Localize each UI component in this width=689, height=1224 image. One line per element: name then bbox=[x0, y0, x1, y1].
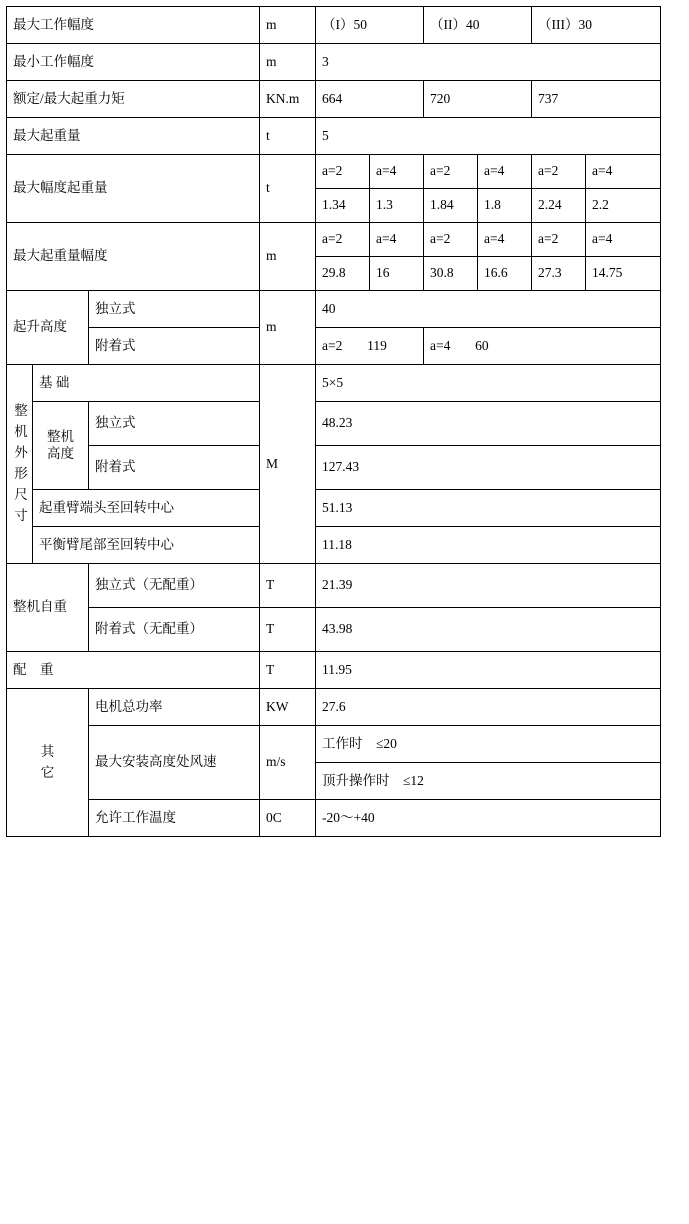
cell-capacity-header-2: a=4 bbox=[370, 155, 424, 189]
cell-max-lifting-capacity-value: 5 bbox=[316, 118, 661, 155]
table-row bbox=[7, 291, 661, 328]
cell-radius-3: （III）30 bbox=[532, 7, 661, 44]
row-label-machine-weight-free-standing: 独立式（无配重） bbox=[89, 564, 260, 608]
row-label-jib-end-to-slewing-center: 起重臂端头至回转中心 bbox=[33, 490, 260, 527]
table-row bbox=[7, 118, 661, 155]
row-label-lifting-height-attached: 附着式 bbox=[89, 328, 260, 365]
row-unit-capacity-at-max-radius: t bbox=[260, 155, 316, 223]
row-label-overall-dimensions bbox=[7, 365, 33, 564]
cell-jib-end-to-slewing-center: 51.13 bbox=[316, 490, 661, 527]
table-row bbox=[7, 726, 661, 763]
row-unit-overall-dimensions: M bbox=[260, 365, 316, 564]
table-row bbox=[7, 527, 661, 564]
row-label-min-working-radius: 最小工作幅度 bbox=[7, 44, 260, 81]
cell-machine-height-free-standing: 48.23 bbox=[316, 402, 661, 446]
row-label-rated-max-moment: 额定/最大起重力矩 bbox=[7, 81, 260, 118]
row-label-capacity-at-max-radius: 最大幅度起重量 bbox=[7, 155, 260, 223]
table-row bbox=[7, 7, 661, 44]
table-row bbox=[7, 81, 661, 118]
row-label-wind-speed: 最大安装高度处风速 bbox=[89, 726, 260, 800]
cell-moment-1: 664 bbox=[316, 81, 424, 118]
cell-capacity-value-3: 1.84 bbox=[424, 189, 478, 223]
cell-capacity-header-4: a=4 bbox=[478, 155, 532, 189]
row-label-others bbox=[7, 689, 89, 837]
cell-lifting-height-a4-label bbox=[424, 328, 661, 365]
cell-radius-value-5: 27.3 bbox=[532, 257, 586, 291]
specification-table bbox=[6, 6, 661, 837]
cell-radius-2: （II）40 bbox=[424, 7, 532, 44]
row-label-counterweight: 配 重 bbox=[7, 652, 260, 689]
row-unit-wind-speed: m/s bbox=[260, 726, 316, 800]
row-label-machine-height-free-standing: 独立式 bbox=[89, 402, 260, 446]
cell-lifting-height-free-standing: 40 bbox=[316, 291, 661, 328]
a2-label: a=2 bbox=[322, 337, 343, 353]
cell-capacity-value-2: 1.3 bbox=[370, 189, 424, 223]
row-label-machine-weight: 整机自重 bbox=[7, 564, 89, 652]
cell-min-radius-value: 3 bbox=[316, 44, 661, 81]
others-char-2: 它 bbox=[40, 764, 55, 780]
cell-radius-value-6: 14.75 bbox=[586, 257, 661, 291]
a4-value: 60 bbox=[475, 337, 489, 353]
overall-dim-char-6: 寸 bbox=[14, 507, 28, 523]
row-label-motor-total-power: 电机总功率 bbox=[89, 689, 260, 726]
overall-dim-char-2: 机 bbox=[14, 424, 28, 440]
table-row bbox=[7, 689, 661, 726]
cell-radius-value-1: 29.8 bbox=[316, 257, 370, 291]
cell-radius-header-2: a=4 bbox=[370, 223, 424, 257]
row-unit-radius-at-max-capacity: m bbox=[260, 223, 316, 291]
row-unit-allowed-working-temperature: 0C bbox=[260, 800, 316, 837]
cell-machine-height-attached: 127.43 bbox=[316, 446, 661, 490]
cell-radius-value-2: 16 bbox=[370, 257, 424, 291]
cell-capacity-header-3: a=2 bbox=[424, 155, 478, 189]
cell-motor-total-power: 27.6 bbox=[316, 689, 661, 726]
cell-wind-speed-jacking: 顶升操作时 ≤12 bbox=[316, 763, 661, 800]
row-label-foundation: 基 础 bbox=[33, 365, 260, 402]
table-row bbox=[7, 155, 661, 189]
overall-dim-char-3: 外 bbox=[14, 445, 28, 461]
cell-allowed-working-temperature: -20～+40 bbox=[316, 800, 661, 837]
row-label-allowed-working-temperature: 允许工作温度 bbox=[89, 800, 260, 837]
cell-capacity-value-6: 2.2 bbox=[586, 189, 661, 223]
others-char-1: 其 bbox=[40, 743, 55, 759]
cell-wind-speed-working: 工作时 ≤20 bbox=[316, 726, 661, 763]
cell-counterweight-value: 11.95 bbox=[316, 652, 661, 689]
row-label-machine-height-attached: 附着式 bbox=[89, 446, 260, 490]
cell-capacity-header-6: a=4 bbox=[586, 155, 661, 189]
table-row bbox=[7, 223, 661, 257]
cell-moment-3: 737 bbox=[532, 81, 661, 118]
table-row bbox=[7, 402, 661, 446]
cell-radius-header-6: a=4 bbox=[586, 223, 661, 257]
row-unit-machine-weight-attached: T bbox=[260, 608, 316, 652]
cell-lifting-height-a2-label bbox=[316, 328, 424, 365]
cell-radius-value-4: 16.6 bbox=[478, 257, 532, 291]
cell-capacity-value-1: 1.34 bbox=[316, 189, 370, 223]
table-row bbox=[7, 490, 661, 527]
row-label-machine-height bbox=[33, 402, 89, 490]
table-row bbox=[7, 608, 661, 652]
cell-radius-header-3: a=2 bbox=[424, 223, 478, 257]
row-unit-max-lifting-capacity: t bbox=[260, 118, 316, 155]
cell-moment-2: 720 bbox=[424, 81, 532, 118]
cell-counter-jib-tail-to-slewing-center: 11.18 bbox=[316, 527, 661, 564]
cell-radius-header-5: a=2 bbox=[532, 223, 586, 257]
machine-height-char-2: 高度 bbox=[47, 445, 74, 461]
row-unit-rated-max-moment: KN.m bbox=[260, 81, 316, 118]
table-row bbox=[7, 328, 661, 365]
row-label-lifting-height-free-standing: 独立式 bbox=[89, 291, 260, 328]
row-label-max-lifting-capacity: 最大起重量 bbox=[7, 118, 260, 155]
overall-dim-char-1: 整 bbox=[14, 403, 28, 419]
machine-height-char-1: 整机 bbox=[47, 428, 74, 444]
row-unit-lifting-height: m bbox=[260, 291, 316, 365]
overall-dim-char-5: 尺 bbox=[14, 486, 28, 502]
cell-machine-weight-attached: 43.98 bbox=[316, 608, 661, 652]
cell-capacity-value-4: 1.8 bbox=[478, 189, 532, 223]
row-unit-motor-total-power: KW bbox=[260, 689, 316, 726]
overall-dim-char-4: 形 bbox=[14, 466, 28, 481]
cell-radius-1: （I）50 bbox=[316, 7, 424, 44]
spec-sheet bbox=[0, 6, 689, 1224]
row-unit-max-working-radius: m bbox=[260, 7, 316, 44]
table-row bbox=[7, 564, 661, 608]
table-row bbox=[7, 800, 661, 837]
cell-radius-header-1: a=2 bbox=[316, 223, 370, 257]
table-row bbox=[7, 44, 661, 81]
table-row bbox=[7, 652, 661, 689]
row-unit-counterweight: T bbox=[260, 652, 316, 689]
a2-value: 119 bbox=[367, 337, 387, 353]
row-label-counter-jib-tail-to-slewing-center: 平衡臂尾部至回转中心 bbox=[33, 527, 260, 564]
table-row bbox=[7, 446, 661, 490]
cell-machine-weight-free-standing: 21.39 bbox=[316, 564, 661, 608]
cell-foundation-value: 5×5 bbox=[316, 365, 661, 402]
row-label-radius-at-max-capacity: 最大起重量幅度 bbox=[7, 223, 260, 291]
cell-capacity-value-5: 2.24 bbox=[532, 189, 586, 223]
cell-radius-value-3: 30.8 bbox=[424, 257, 478, 291]
cell-capacity-header-1: a=2 bbox=[316, 155, 370, 189]
a4-label: a=4 bbox=[430, 337, 451, 353]
row-label-lifting-height: 起升高度 bbox=[7, 291, 89, 365]
row-label-max-working-radius: 最大工作幅度 bbox=[7, 7, 260, 44]
table-row bbox=[7, 365, 661, 402]
row-label-machine-weight-attached: 附着式（无配重） bbox=[89, 608, 260, 652]
cell-capacity-header-5: a=2 bbox=[532, 155, 586, 189]
row-unit-machine-weight-free-standing: T bbox=[260, 564, 316, 608]
row-unit-min-working-radius: m bbox=[260, 44, 316, 81]
cell-radius-header-4: a=4 bbox=[478, 223, 532, 257]
